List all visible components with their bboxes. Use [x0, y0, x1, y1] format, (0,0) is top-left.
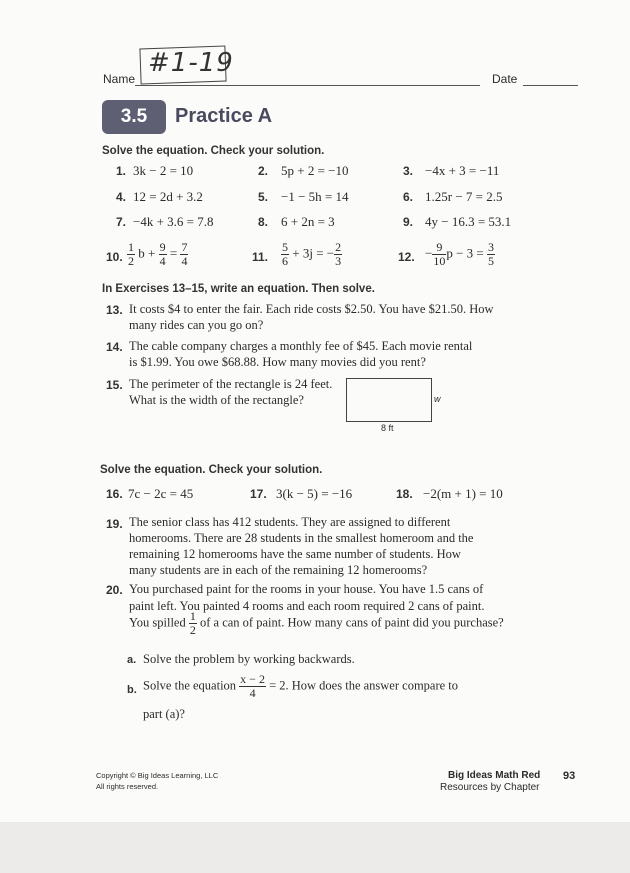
problem-equation: 3(k − 5) = −16 [276, 486, 353, 501]
fraction: $\frac{9}{4}$ [159, 240, 166, 268]
fraction: $\frac{3}{5}$ [488, 240, 495, 268]
word-problem-13: It costs $4 to enter the fair. Each ride costs $2.50. You have $21.50. How many rides can you go on? [129, 302, 494, 332]
date-label: Date [492, 72, 518, 86]
subpart-b-text: Solve the equation $\frac{x - 2}{4}$ = 2. How does the answer compare to [143, 672, 459, 700]
section-title: Practice A [175, 105, 273, 127]
problem-number: 11. [252, 250, 269, 264]
book-subtitle: Resources by Chapter [440, 782, 540, 793]
subpart-a-text: Solve the problem by working backwards. [143, 652, 355, 666]
word-problem-20-line2: paint left. You painted 4 rooms and each room required 2 cans of paint. [129, 599, 485, 613]
part3-instruction: Solve the equation. Check your solution. [100, 464, 323, 476]
problem-equation-11: $\frac{5}{6}$ + 3j = − $\frac{2}{3}$ [282, 240, 342, 268]
problem-number: 3. [403, 164, 414, 178]
problem-equation: 12 = 2d + 3.2 [133, 189, 203, 204]
problem-number: 20. [106, 583, 123, 597]
date-line [523, 85, 578, 86]
problem-equation: 3k − 2 = 10 [133, 163, 194, 178]
word-problem-20-line3: You spilled $\frac{1}{2}$ of a can of paint. How many cans of paint did you purchase? [129, 609, 504, 637]
subpart-label: b. [127, 684, 137, 696]
fraction: $\frac{7}{4}$ [181, 240, 188, 268]
problem-equation: −4x + 3 = −11 [425, 163, 500, 178]
rectangle-length-label: 8 ft [381, 423, 394, 433]
rectangle-figure [346, 378, 432, 422]
subpart-label: a. [127, 654, 137, 666]
problem-number: 15. [106, 378, 123, 392]
problem-equation: 6 + 2n = 3 [281, 214, 335, 229]
word-problem-14: The cable company charges a monthly fee of $45. Each movie rental is $1.99. You owe $68.88. How many movies did you rent? [129, 339, 473, 369]
part2-instruction: In Exercises 13–15, write an equation. Then solve. [102, 283, 375, 295]
problem-equation: −1 − 5h = 14 [281, 189, 349, 204]
problem-number: 18. [396, 487, 413, 501]
problem-equation-12: − $\frac{9}{10}$ p − 3 = $\frac{3}{5}$ [425, 240, 495, 268]
problem-equation: 1.25r − 7 = 2.5 [425, 189, 503, 204]
problem-equation: −2(m + 1) = 10 [423, 486, 503, 501]
problem-number: 19. [106, 517, 123, 531]
name-line [135, 85, 480, 86]
fraction: $\frac{1}{2}$ [189, 609, 196, 637]
fraction: $\frac{9}{10}$ [433, 240, 446, 268]
word-problem-15: The perimeter of the rectangle is 24 feet. What is the width of the rectangle? [129, 377, 333, 407]
word-problem-19: The senior class has 412 students. They are assigned to different homerooms. There are 28 students in the smallest homeroom and the remaining 12 homerooms have the same number of students. How many students are in each of the remaining 12 homerooms? [129, 515, 474, 577]
copyright-line2: All rights reserved. [96, 782, 159, 791]
problem-number: 16. [106, 487, 123, 501]
problem-equation: 5p + 2 = −10 [281, 163, 349, 178]
section-badge: 3.5 [102, 100, 166, 134]
part1-instruction: Solve the equation. Check your solution. [102, 145, 325, 157]
fraction: $\frac{x - 2}{4}$ [240, 672, 265, 700]
problem-number: 13. [106, 303, 123, 317]
rectangle-width-label: w [434, 394, 441, 404]
fraction: $\frac{1}{2}$ [128, 240, 134, 268]
handwritten-problem-range: #1-19 [148, 48, 234, 78]
word-problem-20-line1: You purchased paint for the rooms in your house. You have 1.5 cans of [129, 582, 484, 596]
problem-equation: 7c − 2c = 45 [128, 486, 194, 501]
problem-equation: −4k + 3.6 = 7.8 [133, 214, 214, 229]
fraction: $\frac{5}{6}$ [282, 240, 288, 268]
problem-number: 14. [106, 340, 123, 354]
page-number: 93 [563, 770, 576, 782]
problem-equation-10: $\frac{1}{2}$ b + $\frac{9}{4}$ = $\frac{7}{4}$ [128, 240, 188, 268]
problem-number: 4. [116, 190, 127, 204]
problem-number: 10. [106, 250, 123, 264]
problem-number: 9. [403, 215, 414, 229]
subpart-b-line2: part (a)? [143, 707, 185, 721]
problem-number: 17. [250, 487, 267, 501]
problem-number: 12. [398, 250, 415, 264]
problem-number: 6. [403, 190, 414, 204]
problem-number: 8. [258, 215, 269, 229]
problem-number: 1. [116, 164, 127, 178]
problem-number: 7. [116, 215, 127, 229]
copyright-line1: Copyright © Big Ideas Learning, LLC [96, 771, 219, 780]
name-label: Name [103, 72, 136, 86]
problem-number: 5. [258, 190, 269, 204]
problem-number: 2. [258, 164, 269, 178]
problem-equation: 4y − 16.3 = 53.1 [425, 214, 512, 229]
fraction: $\frac{2}{3}$ [335, 240, 342, 268]
book-title: Big Ideas Math Red [448, 770, 541, 781]
